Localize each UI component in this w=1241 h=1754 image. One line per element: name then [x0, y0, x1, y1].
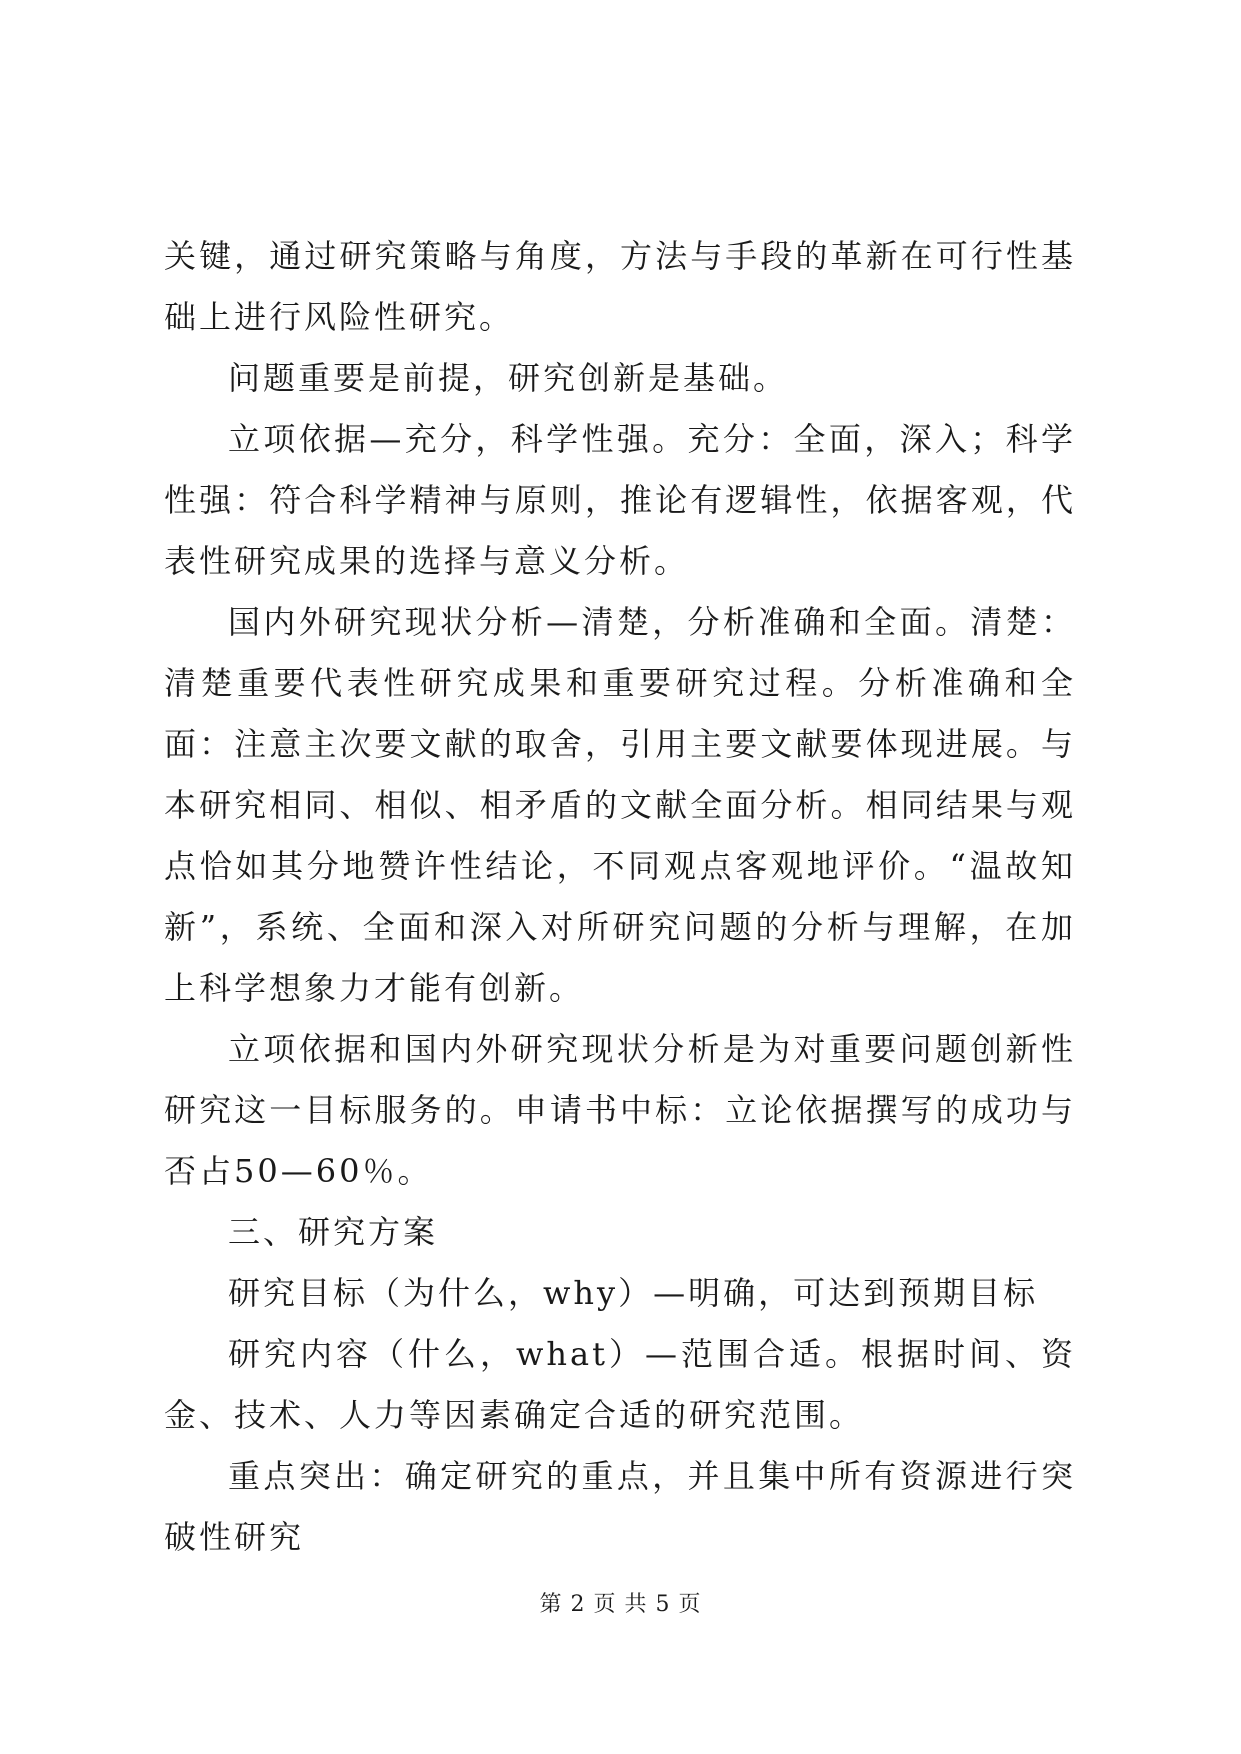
paragraph-continuation: 关键，通过研究策略与角度，方法与手段的革新在可行性基础上进行风险性研究。 [164, 237, 1076, 336]
paragraph: 立项依据—充分，科学性强。充分：全面，深入；科学性强：符合科学精神与原则，推论有逻辑性，依据客观，代表性研究成果的选择与意义分析。 [164, 420, 1076, 580]
paragraph: 问题重要是前提，研究创新是基础。 [228, 359, 789, 397]
paragraph: 研究目标（为什么，why）—明确，可达到预期目标 [228, 1274, 1039, 1312]
paragraph: 重点突出：确定研究的重点，并且集中所有资源进行突破性研究 [164, 1457, 1076, 1556]
paragraph: 国内外研究现状分析—清楚，分析准确和全面。清楚：清楚重要代表性研究成果和重要研究过程。分析准确和全面：注意主次要文献的取舍，引用主要文献要体现进展。与本研究相同、相似、相矛盾的文献全面分析。相同结果与观点恰如其分地赞许性结论，不同观点客观地评价。“温故知新”，系统、全面和深入对所研究问题的分析与理解，在加上科学想象力才能有创新。 [164, 603, 1076, 1007]
paragraph: 研究内容（什么，what）—范围合适。根据时间、资金、技术、人力等因素确定合适的研究范围。 [164, 1335, 1076, 1434]
document-body [164, 226, 1076, 1568]
section-heading: 三、研究方案 [228, 1213, 439, 1251]
page-number-footer: 第 2 页 共 5 页 [539, 1592, 702, 1617]
paragraph: 立项依据和国内外研究现状分析是为对重要问题创新性研究这一目标服务的。申请书中标：立论依据撰写的成功与否占50—60％。 [164, 1030, 1076, 1190]
